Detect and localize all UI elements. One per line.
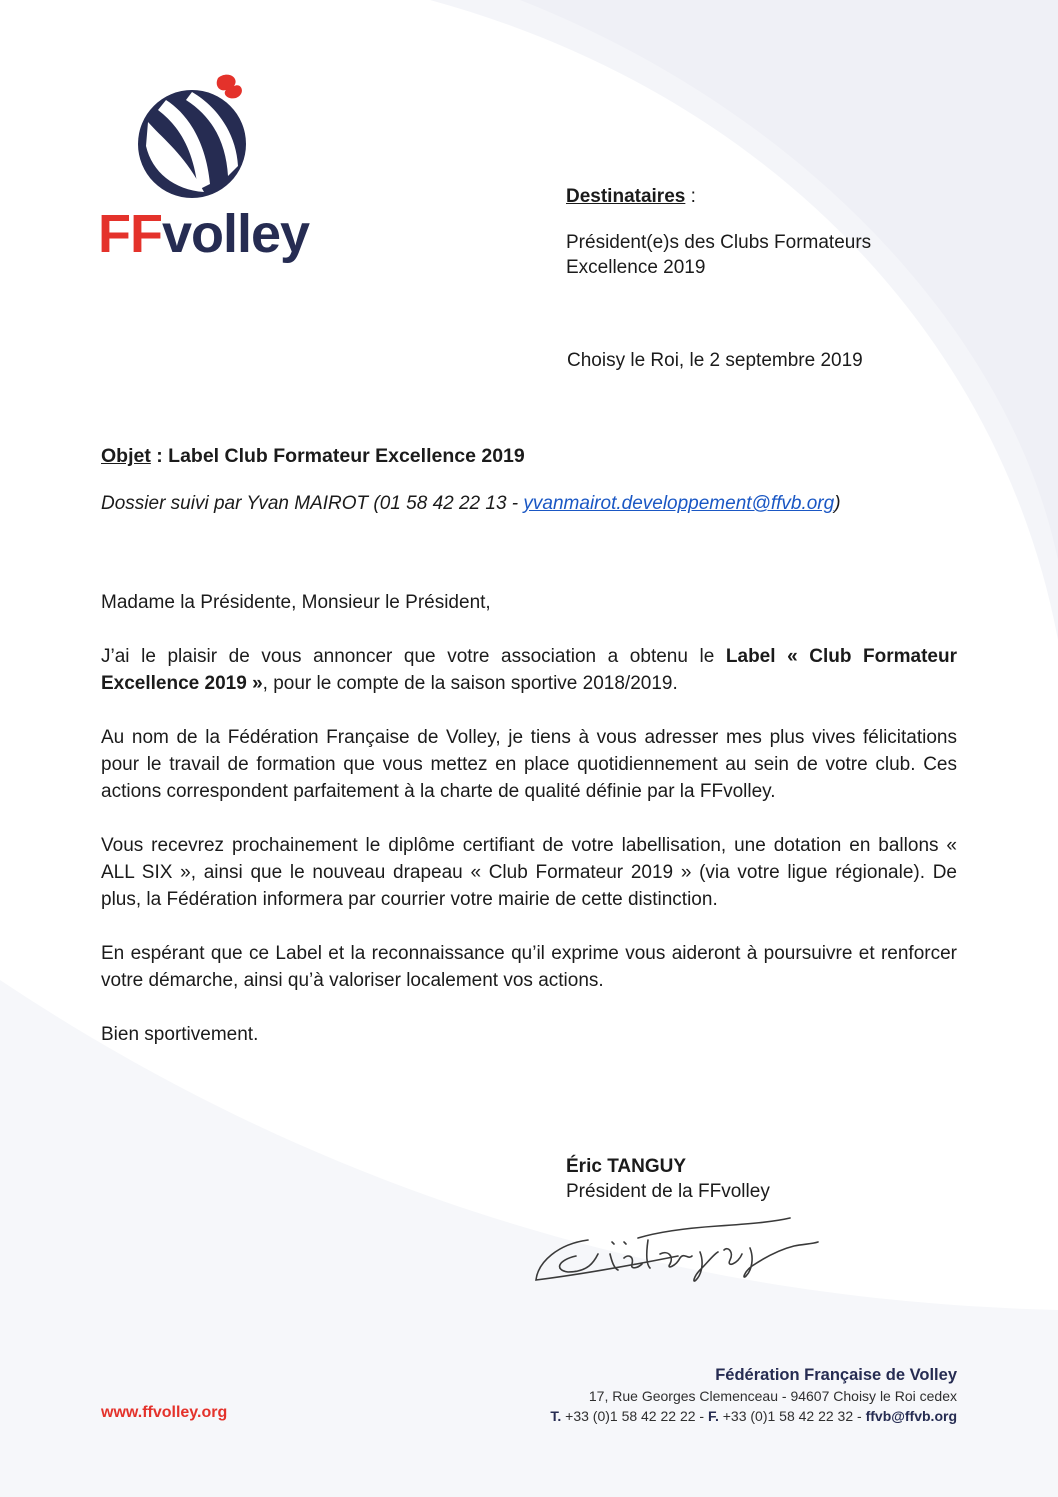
- letter-body: [101, 589, 957, 1075]
- footer-tel-label: T.: [550, 1408, 562, 1424]
- footer-contact: [550, 1364, 957, 1426]
- footer-phone-line: [550, 1406, 957, 1426]
- rooster-ball-emblem-icon: [96, 72, 301, 202]
- paragraph-2: Au nom de la Fédération Française de Volley, je tiens à vous adresser mes plus vives félicitations pour le travail de formation que vous mettez en place quotidiennement au sein de votre club. Ces actions correspondent parfaitement à la charte de qualité définie par la FFvolley.: [101, 727, 957, 802]
- logo-word-ff: FF: [98, 204, 162, 264]
- signer-name: Éric TANGUY: [566, 1156, 687, 1177]
- date-line: Choisy le Roi, le 2 septembre 2019: [567, 350, 863, 371]
- subject-line: [101, 445, 525, 468]
- recipients-heading-colon: :: [685, 186, 696, 207]
- footer-address: 17, Rue Georges Clemenceau - 94607 Choisy le Roi cedex: [588, 1388, 957, 1404]
- footer-website-link[interactable]: www.ffvolley.org: [101, 1404, 228, 1421]
- footer-email[interactable]: ffvb@ffvb.org: [865, 1408, 957, 1424]
- ffvolley-logo: [96, 72, 310, 272]
- footer-tel: +33 (0)1 58 42 22 22 -: [561, 1408, 708, 1424]
- paragraph-1-end: , pour le compte de la saison sportive 2018/2019.: [262, 673, 678, 694]
- handwritten-signature: [528, 1210, 828, 1290]
- recipients-line-1: Président(e)s des Clubs Formateurs: [566, 232, 872, 253]
- followup-email-link[interactable]: yvanmairot.developpement@ffvb.org: [523, 493, 835, 514]
- followup-prefix: Dossier suivi par Yvan MAIROT (01 58 42 22 13 -: [101, 493, 524, 514]
- paragraph-1-bold: Label « Club Formateur Excellence 2019 »: [101, 646, 958, 694]
- followup-line: [101, 493, 841, 515]
- logo-word-volley: volley: [161, 204, 310, 264]
- signer-title: Président de la FFvolley: [566, 1181, 770, 1202]
- signer-block: [566, 1154, 770, 1204]
- salutation: Madame la Présidente, Monsieur le Président,: [101, 592, 491, 613]
- paragraph-3: Vous recevrez prochainement le diplôme certifiant de votre labellisation, une dotation en ballons « ALL SIX », ainsi que le nouveau drapeau « Club Formateur 2019 » (via votre ligue régionale). De plus, la Fédération informera par courrier votre mairie de cette distinction.: [101, 835, 957, 910]
- recipients-block: [566, 184, 986, 280]
- subject-text: : Label Club Formateur Excellence 2019: [150, 445, 525, 467]
- closing: Bien sportivement.: [101, 1024, 259, 1045]
- paragraph-1: [101, 643, 957, 697]
- footer-fax-label: F.: [707, 1408, 719, 1424]
- recipients-line-2: Excellence 2019: [566, 257, 706, 278]
- paragraph-1-start: J’ai le plaisir de vous annoncer que votre association a obtenu le: [101, 646, 726, 667]
- subject-label: Objet: [101, 445, 151, 467]
- paragraph-4: En espérant que ce Label et la reconnaissance qu’il exprime vous aideront à poursuivre et renforcer votre démarche, ainsi qu’à valoriser localement vos actions.: [101, 943, 957, 991]
- recipients-heading: Destinataires: [566, 186, 686, 207]
- followup-suffix: ): [834, 493, 841, 514]
- footer-org-name: Fédération Française de Volley: [715, 1366, 957, 1384]
- footer-fax: +33 (0)1 58 42 22 32 -: [718, 1408, 866, 1424]
